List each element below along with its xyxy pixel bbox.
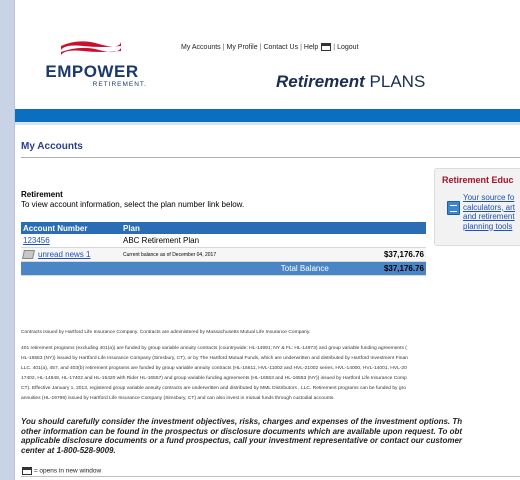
retirement-description: To view account information, select the plan number link below. [21,200,245,209]
education-line[interactable]: calculators, art [463,202,516,212]
disclaimer-line: HL-16553 (NY)) issued by Hartford Life Insurance Company (Simsbury, CT), or by The Hartford Mutual Funds, which are underwritten and distributed by Hartford Investment Finan [21,356,408,361]
education-line[interactable]: planning tools [463,221,513,231]
footer-note [21,467,101,475]
page [14,0,520,480]
disclaimer-line: Contracts issued by Hartford Life Insurance Company. Contracts are administered by Massachusetts Mutual Life Insurance Company. [21,330,311,335]
total-value: $37,176.76 [331,262,426,276]
empower-logo [37,40,147,90]
calculator-icon [447,201,460,215]
link-logout[interactable]: Logout [337,43,359,51]
link-contact-us[interactable]: Contact Us [263,43,299,51]
logo-subtext: RETIREMENT. [92,81,147,88]
column-header-plan: Plan [121,222,426,234]
page-title: My Accounts [21,141,83,152]
education-title: Retirement Educ [442,175,514,185]
left-frame-bar [0,0,14,480]
brand-prefix: Retirement [276,72,365,91]
disclaimer-line: LLC. 401(a), 457, and 403(b) retirement programs are funded by group variable annuity contracts (HL-15611, HVL-11002 and HVL-21002 series, HVL-14000, HVL-14001, HVL-20 [21,366,407,371]
disclaimer-line: 401 retirement programs (excluding 401(a)) are funded by group variable annuity contracts (countrywide: HL-14991; NY & FL: HL-14973) and group variable funding agreements ( [21,346,407,351]
footer-divider [21,476,520,477]
table-row [21,248,426,262]
new-window-icon [22,467,32,475]
balance-value: $37,176.76 [331,248,426,262]
investment-warning [21,417,520,455]
site-brand [276,72,425,92]
news-cell [21,248,121,262]
disclaimer-line: annuities (HL-19799) issued by Hartford Life Insurance Company (Simsbury, CT) and can also invest in mutual funds through custodial accounts. [21,396,335,401]
total-row [21,262,426,276]
column-header-account-number: Account Number [21,222,121,234]
footer-note-text: = opens in new window [33,467,102,475]
link-help[interactable]: Help [303,43,319,51]
nav-band [15,109,520,122]
education-line[interactable]: Your source fo [463,193,515,202]
retirement-education-panel [434,168,520,246]
link-my-profile[interactable]: My Profile [226,43,258,51]
retirement-heading: Retirement [21,190,63,199]
disclaimer-line: 17402, HL-14848, HL-17402 and HL-15420 with Rider HL-16557) and group variable funding agreements (HL-16553 and HL-16553 (NY)) issued by Hartford Life Insurance Comp [21,376,407,381]
logo-text: EMPOWER [45,62,139,81]
link-my-accounts[interactable]: My Accounts [181,43,221,51]
brand-suffix: PLANS [369,72,426,91]
warning-line: other information can be found in the prospectus or disclosure documents which are available upon request. To obt [21,426,463,436]
table-row [21,234,426,248]
disclaimer-line: CT). Effective January 1, 2013, registered group variable annuity contracts are underwritten and distributed by MML Distributors , LLC. Retirement programs can be funded by gro [21,386,406,391]
divider [21,157,520,158]
education-link[interactable] [463,193,515,231]
account-number-link[interactable]: 123456 [21,234,121,248]
warning-line: applicable disclosure documents or a fund prospectus, call your investment representative or contact our customer [21,436,463,445]
education-line[interactable]: and retirement [463,212,515,221]
flag-logo-icon [59,40,123,60]
total-label: Total Balance [21,262,331,276]
plan-name: ABC Retirement Plan [121,234,426,248]
warning-line: You should carefully consider the investment objectives, risks, charges and expenses of the investment options. Th [21,417,463,426]
unread-news-link[interactable]: unread news 1 [38,249,91,259]
accounts-table [21,222,426,276]
balance-note: Current balance as of December 04, 2017 [121,248,331,262]
warning-line: center at 1-800-528-9009. [21,445,116,455]
news-icon [22,250,35,259]
nav-underline [15,122,520,125]
new-window-icon [321,43,331,51]
top-links: My Accounts | My Profile | Contact Us | Help | Logout [181,43,359,51]
